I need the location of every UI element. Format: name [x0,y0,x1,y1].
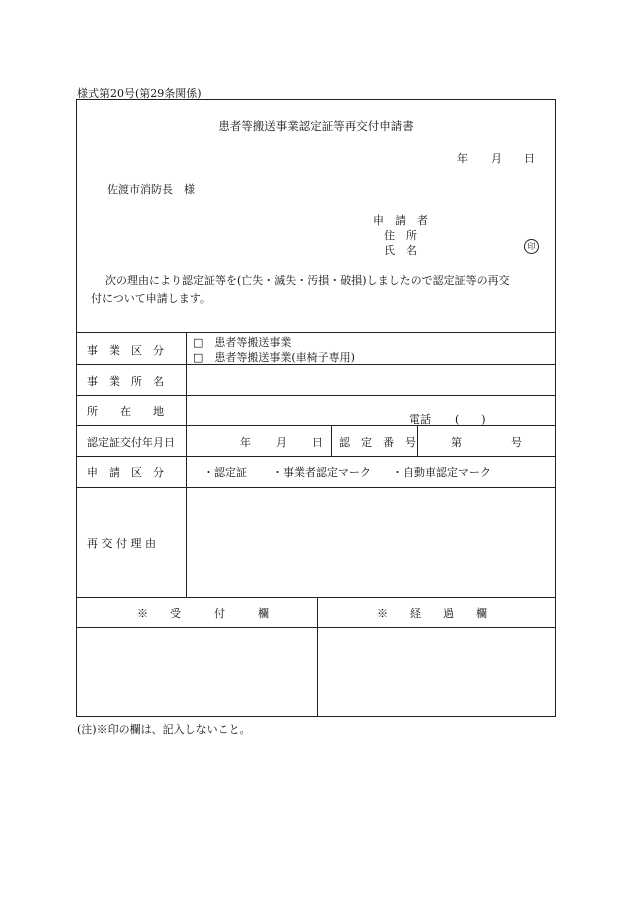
row-divider [77,395,555,396]
applicant-heading: 申 請 者 [373,214,428,227]
applicant-address-label: 住 所 [384,229,417,242]
office-name-field[interactable] [187,365,555,395]
issue-date-day-label: 日 [312,436,323,449]
certification-number-prefix: 第 [451,436,462,449]
issue-date-label: 認定証交付年月日 [87,436,175,449]
office-use-divider [317,597,318,716]
date-year-label: 年 [457,152,468,165]
table-top-border [77,332,555,333]
seal-mark-icon: 印 [524,239,539,254]
application-category-option[interactable]: ・事業者認定マーク [272,466,371,479]
issue-date-month-label: 月 [276,436,287,449]
statement-line-2: 付について申請します。 [91,292,211,305]
application-statement [91,272,553,308]
row-divider [77,627,555,628]
reception-column-header: ※ 受 付 欄 [137,607,269,620]
footnote: (注)※印の欄は、記入しないこと。 [77,723,251,736]
certification-number-label: 認 定 番 号 [339,436,416,449]
business-category-option[interactable]: □ 患者等搬送事業(車椅子専用) [193,351,355,364]
phone-label: 電話 [409,413,431,426]
addressee: 佐渡市消防長 様 [107,183,195,196]
certification-number-suffix: 号 [511,436,522,449]
application-category-label: 申 請 区 分 [87,466,164,479]
form-number-label: 様式第20号(第29条関係) [77,87,202,100]
row-divider [77,456,555,457]
application-category-option[interactable]: ・認定証 [203,466,247,479]
cell-divider [417,425,418,456]
issue-date-year-label: 年 [240,436,251,449]
cell-divider [331,425,332,456]
form-title: 患者等搬送事業認定証等再交付申請書 [218,119,414,133]
reissue-reason-label: 再 交 付 理 由 [87,537,156,550]
row-divider [77,597,555,598]
phone-number-field[interactable]: ( ) [455,413,486,426]
application-form-frame [76,99,556,717]
business-category-option[interactable]: □ 患者等搬送事業 [193,336,292,349]
reissue-reason-field[interactable] [187,488,555,596]
business-category-label: 事 業 区 分 [87,344,164,357]
statement-line-1: 次の理由により認定証等を(亡失・滅失・汚損・破損)しましたので認定証等の再交 [105,274,510,287]
date-month-label: 月 [491,152,502,165]
applicant-name-label: 氏 名 [384,244,417,257]
date-day-label: 日 [524,152,535,165]
application-category-option[interactable]: ・自動車認定マーク [392,466,491,479]
location-label: 所 在 地 [87,405,164,418]
progress-column-header: ※ 経 過 欄 [377,607,487,620]
office-name-label: 事 業 所 名 [87,375,164,388]
